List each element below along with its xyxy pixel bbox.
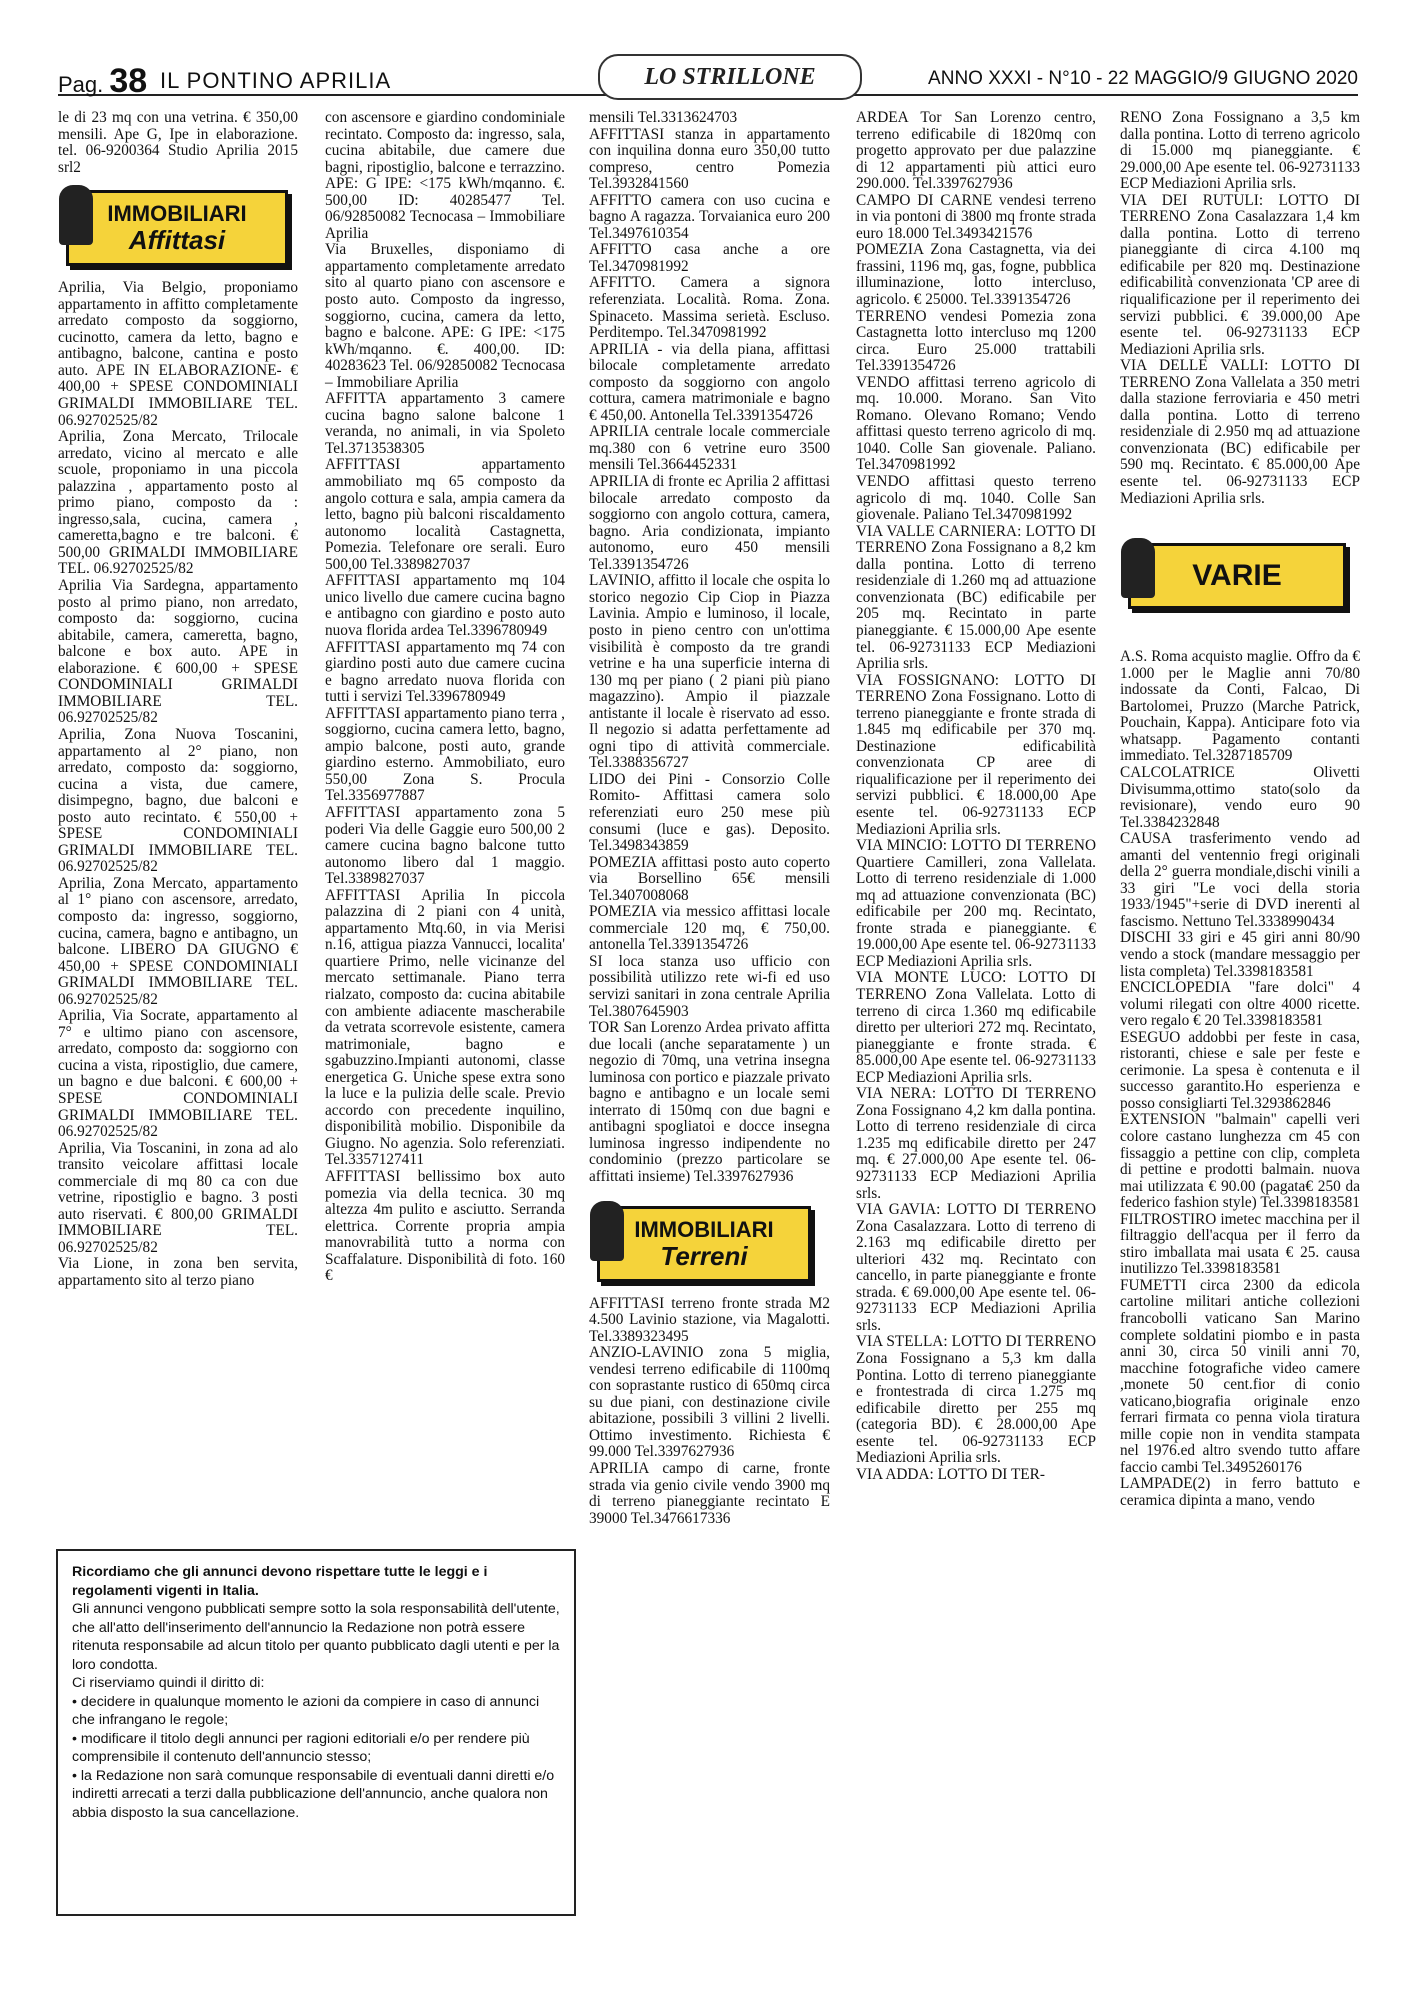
classified-ad: Via Bruxelles, disponiamo di appartamento completamente arredato sito al quarto piano con ascensore e posto auto. Composto da ingresso, soggiorno, cucina, camera da letto, bagno e balcone. APE: G IPE: <175 kWh/mqanno. €. 400,00. ID: 40283623 Tel. 06/92850082 Tecnocasa – Immobiliare Aprilia: [325, 241, 565, 391]
classified-ad: DISCHI 33 giri e 45 giri anni 80/90 vendo a stock (mandare messaggio per lista completa) Tel.3398183581: [1120, 929, 1360, 980]
disclaimer-item: • modificare il titolo degli annunci per ragioni editoriali e/o per rendere più comprensibile il contenuto dell'annuncio stesso;: [72, 1730, 530, 1765]
column-1: [58, 110, 298, 1290]
classified-ad: VIA NERA: LOTTO DI TERRENO Zona Fossignano 4,2 km dalla pontina. Lotto di terreno residenziale di circa 1.235 mq edificabile diretto per 247 mq. € 27.000,00 Ape esente tel. 06-92731133 ECP Mediazioni Aprilia srls.: [856, 1085, 1096, 1202]
classified-ad: VIA GAVIA: LOTTO DI TERRENO Zona Casalazzara. Lotto di terreno di 2.163 mq edificabile diretto per ulteriori 432 mq. Recintato con cancello, in parte pianeggiante e fronte strada. € 69.000,00 Ape esente tel. 06-92731133 ECP Mediazioni Aprilia srls.: [856, 1201, 1096, 1334]
classified-ad: VIA FOSSIGNANO: LOTTO DI TERRENO Zona Fossignano. Lotto di terreno pianeggiante e fronte strada di 1.845 mq edificabile per 370 mq. Destinazione edificabilità convenzionata CP aree di riqualificazione per il reperimento dei servizi pubblici. € 18.000,00 Ape esente tel. 06-92731133 ECP Mediazioni Aprilia srls.: [856, 671, 1096, 838]
ad-list: [1120, 110, 1360, 507]
classified-ad: le di 23 mq con una vetrina. € 350,00 mensili. Ape G, Ipe in elaborazione. tel. 06-9200364 Studio Aprilia 2015 srl2: [58, 109, 298, 176]
ad-list: [1120, 649, 1360, 1509]
classified-ad: ANZIO-LAVINIO zona 5 miglia, vendesi terreno edificabile di 1100mq con soprastante rustico di 650mq circa su due piani, con destinazione civile abitazione, possibili 3 villini 2 livelli. Ottimo investimento. Richiesta € 99.000 Tel.3397627936: [589, 1344, 830, 1461]
classified-ad: ARDEA Tor San Lorenzo centro, terreno edificabile di 1820mq con progetto approvato per due palazzine di 12 appartamenti più attici euro 290.000. Tel.3397627936: [856, 109, 1096, 193]
classified-ad: TOR San Lorenzo Ardea privato affitta due locali (anche separatamente ) un negozio di 70mq, una vetrina insegna luminosa con portico e piazzale privato bagno e antibagno e un locale semi interrato di 150mq con due bagni e antibagni spogliatoi e docce insegna luminosa ingresso indipendente no condominio (prezzo particolare se affittati insieme) Tel.3397627936: [589, 1019, 830, 1185]
disclaimer-text: Ci riserviamo quindi il diritto di:: [72, 1675, 265, 1691]
classified-ad: AFFITTO camera con uso cucina e bagno A ragazza. Torvaianica euro 200 Tel.3497610354: [589, 191, 830, 242]
masthead-logo: LO STRILLONE: [598, 54, 862, 100]
classified-ad: con ascensore e giardino condominiale recintato. Composto da: ingresso, sala, cucina abitabile, due camere due bagni, ripostiglio, balcone e terrazzino. APE: G IPE: <175 kWh/mqanno. €. 500,00 ID: 40285477 Tel. 06/92850082 Tecnocasa – Immobiliare Aprilia: [325, 109, 565, 242]
classified-ad: ENCICLOPEDIA "fare dolci" 4 volumi rilegati con oltre 4000 ricette. vero regalo € 20 Tel.3398183581: [1120, 979, 1360, 1030]
classified-ad: TERRENO vendesi Pomezia zona Castagnetta lotto intercluso mq 1200 circa. Euro 25.000 trattabili Tel.3391354726: [856, 307, 1096, 375]
classified-ad: VIA MINCIO: LOTTO DI TERRENO Quartiere Camilleri, zona Vallelata. Lotto di terreno residenziale di 1.000 mq ad attuazione convenzionata (BC) edificabile per 200 mq. Recintato, fronte strada e pianeggiante. € 19.000,00 Ape esente tel. 06-92731133 ECP Mediazioni Aprilia srls.: [856, 837, 1096, 970]
column-5: [1120, 110, 1360, 1510]
ad-list: [856, 110, 1096, 1483]
classified-ad: CAMPO DI CARNE vendesi terreno in via pontoni di 3800 mq fronte strada euro 18.000 Tel.3493421576: [856, 191, 1096, 242]
classified-ad: AFFITTO. Camera a signora referenziata. Località. Roma. Zona. Spinaceto. Massima serietà. Escluso. Perditempo. Tel.3470981992: [589, 274, 830, 342]
classified-ad: AFFITTASI appartamento zona 5 poderi Via delle Gaggie euro 500,00 2 camere cucina bagno balcone tutto autonomo libero dal 1 maggio. Tel.3389827037: [325, 803, 565, 888]
classified-ad: POMEZIA Zona Castagnetta, via dei frassini, 1196 mq, gas, fogne, pubblica illuminazione, lotto intercluso, agricolo. € 25000. Tel.3391354726: [856, 241, 1096, 309]
classified-ad: A.S. Roma acquisto maglie. Offro da € 1.000 per le Maglie anni 70/80 indossate da Conti, Falcao, Di Bartolomei, Pruzzo (Marche Patrick, Pouchain, Kappa). Anticipare foto via whatsapp. Pagamento contanti immediato. Tel.3287185709: [1120, 648, 1360, 765]
section-badge-terreni: IMMOBILIARI Terreni: [597, 1206, 811, 1282]
classified-ad: mensili Tel.3313624703: [589, 109, 738, 126]
page-header: [58, 58, 1358, 100]
classified-ad: CALCOLATRICE Olivetti Divisumma,ottimo stato(solo da revisionare), vendo euro 90 Tel.3384232848: [1120, 763, 1360, 831]
classified-ad: EXTENSION "balmain" capelli veri colore castano lunghezza cm 45 con fissaggio a pettine con clip, completa di pettine e prodotti balmain. nuova mai utilizzata € 90.00 (pagata€ 250 da federico fashion style) Tel.3398183581: [1120, 1111, 1360, 1212]
classified-ad: LAMPADE(2) in ferro battuto e ceramica dipinta a mano, vendo: [1120, 1475, 1360, 1510]
classified-ad: AFFITTA appartamento 3 camere cucina bagno salone balcone 1 veranda, no animali, in via Spoleto Tel.3713538305: [325, 390, 565, 457]
classified-ad: LAVINIO, affitto il locale che ospita lo storico negozio Cip Ciop in Piazza Lavinia. Ampio e luminoso, il locale, posto in pieno centro con un'ottima visibilità è composto da tre grandi vetrine e ha una superficie interna di 130 mq per piano ( 2 piani più piano magazzino). Ampio il piazzale antistante il locale è riservato ad esso. Il negozio si adatta perfettamente ad ogni tipo di attività commerciale. Tel.3388356727: [589, 572, 830, 772]
classified-ad: RENO Zona Fossignano a 3,5 km dalla pontina. Lotto di terreno agricolo di 15.000 mq pianeggiante. € 29.000,00 Ape esente tel. 06-92731133 ECP Mediazioni Aprilia srls.: [1120, 109, 1360, 193]
classified-ad: AFFITTASI appartamento mq 104 unico livello due camere cucina bagno e antibagno con giardino e posto auto nuova florida ardea Tel.3396780949: [325, 572, 565, 639]
classified-ad: APRILIA campo di carne, fronte strada via genio civile vendo 3900 mq di terreno pianeggiante recintato E 39000 Tel.3476617336: [589, 1460, 830, 1527]
ad-list: [58, 280, 298, 1289]
disclaimer-item: • la Redazione non sarà comunque responsabile di eventuali danni diretti e/o indiretti arrecati a terzi dalla pubblicazione dell'annuncio, anche qualora non abbia disposto la sua cancellazione.: [72, 1767, 555, 1821]
page-number: Pag. 38: [58, 62, 148, 100]
classified-ad: VENDO affittasi terreno agricolo di mq. 10.000. Morano. San Vito Romano. Olevano Romano; Vendo affittasi questo terreno agricolo di mq. 1040. Colle San giovenale. Paliano. Tel.3470981992: [856, 373, 1096, 474]
disclaimer-text: Gli annunci vengono pubblicati sempre sotto la sola responsabilità dell'utente, che all'atto dell'inserimento dell'annuncio la Redazione non potrà essere ritenuta responsabile ad alcun titolo per quanto pubblicato dagli utenti e per la loro condotta.: [72, 1601, 560, 1673]
classified-ad: AFFITTASI bellissimo box auto pomezia via della tecnica. 30 mq altezza 4m pulito e asciutto. Serranda elettrica. Corrente propria ampia manovrabilità tutto a norma con Scaffalature. Disponibilità di foto. 160 €: [325, 1168, 565, 1285]
section-badge-affittasi: IMMOBILIARI Affittasi: [66, 190, 288, 266]
classified-ad: APRILIA centrale locale commerciale mq.380 con 6 vetrine euro 3500 mensili Tel.3664452331: [589, 423, 830, 474]
classified-ad: VIA ADDA: LOTTO DI TER-: [856, 1465, 1045, 1483]
section-badge-varie: VARIE: [1128, 543, 1346, 609]
classified-ad: Aprilia, Zona Mercato, appartamento al 1° piano con ascensore, arredato, composto da: ingresso, soggiorno, cucina, camera, bagno e antibagno, un balcone. LIBERO DA GIUGNO € 450,00 + SPESE CONDOMINIALI GRIMALDI IMMOBILIARE TEL. 06.92702525/82: [58, 874, 298, 1008]
publication-name: IL PONTINO APRILIA: [160, 68, 392, 93]
disclaimer-list: [72, 1693, 560, 1823]
classified-ad: POMEZIA affittasi posto auto coperto via Borsellino 65€ mensili Tel.3407008068: [589, 853, 830, 904]
mascot-icon: [590, 1201, 624, 1261]
ad-list: [589, 110, 830, 1186]
classified-ad: AFFITTASI appartamento mq 74 con giardino posti auto due camere cucina e bagno arredato nuova florida con tutti i servizi Tel.3396780949: [325, 638, 565, 706]
issue-info: ANNO XXXI - N°10 - 22 MAGGIO/9 GIUGNO 2020: [928, 68, 1358, 89]
classified-ad: APRILIA di fronte ec Aprilia 2 affittasi bilocale arredato composto da soggiorno con angolo cottura, camera, bagno. Aria condizionata, impianto autonomo, euro 450 mensili Tel.3391354726: [589, 473, 831, 573]
classified-ad: SI loca stanza uso ufficio con possibilità utilizzo rete wi-fi ed uso servizi sanitari in zona centrale Aprilia Tel.3807645903: [589, 952, 830, 1020]
classified-ad: VIA DELLE VALLI: LOTTO DI TERRENO Zona Vallelata a 350 metri dalla stazione ferroviaria e 450 metri dalla pontina. Lotto di terreno residenziale di 2.950 mq ad attuazione convenzionata (BC) edificabile per 590 mq. Recintato. € 85.000,00 Ape esente tel. 06-92731133 ECP Mediazioni Aprilia srls.: [1120, 357, 1360, 507]
disclaimer-box: [56, 1549, 576, 1916]
classified-ad: LIDO dei Pini - Consorzio Colle Romito- Affittasi camera solo referenziati euro 250 mese più consumi (luce e gas). Deposito. Tel.3498343859: [589, 770, 830, 855]
classified-ad: AFFITTASI Aprilia In piccola palazzina di 2 piani con 4 unità, appartamento Mtq.60, in via Merisi n.16, attigua piazza Vannucci, localita' quartiere Primo, nelle vicinanze del mercato settimanale. Piano terra rialzato, composto da: cucina abitabile con ambiente adiacente mascherabile da vetrata scorrevole esistente, camera matrimoniale, bagno e sgabuzzino.Impianti autonomi, classe energetica G. Uniche spese extra sono la luce e la pulizia delle scale. Previo accordo con precedente inquilino, disponibilità mobilio. Disponibile da Giugno. No agenzia. Solo referenziati. Tel.3357127411: [325, 886, 565, 1169]
classified-ad: CAUSA trasferimento vendo ad amanti del ventennio fregi originali della 2° guerra mondiale,dischi vinili a 33 giri "Le voci della storia 1933/1945"+serie di DVD inerenti al fascismo. Nettuno Tel.3338990434: [1120, 830, 1360, 930]
mascot-icon: [59, 185, 93, 245]
classified-ad: Aprilia, Via Toscanini, in zona ad alo transito veicolare affittasi locale commerciale di mq 80 ca con due vetrine, ripostiglio e bagno. 3 posti auto riservati. € 800,00 GRIMALDI IMMOBILIARE TEL. 06.92702525/82: [58, 1139, 298, 1256]
classified-ad: POMEZIA via messico affittasi locale commerciale 120 mq, € 750,00. antonella Tel.3391354726: [589, 903, 830, 954]
disclaimer-title: Ricordiamo che gli annunci devono rispettare tutte le leggi e i regolamenti vigenti in Italia.: [72, 1564, 488, 1599]
disclaimer-item: • decidere in qualunque momento le azioni da compiere in caso di annunci che infrangano le regole;: [72, 1693, 540, 1728]
classified-ad: Via Lione, in zona ben servita, appartamento sito al terzo piano: [58, 1255, 298, 1289]
column-4: [856, 110, 1096, 1483]
classified-ad: FUMETTI circa 2300 da edicola cartoline militari antiche collezioni francobolli vaticano San Marino complete soldatini piombo e in pasta anni 30, circa 50 vinili anni 70, macchine fotografiche video camere ,monete 50 cent.fior di conio vaticano,biografia originale enzo ferrari firmata co penna viola tiratura mille copie non in vendita stampata nel 1976.ed altro svendo tutto affare faccio cambi Tel.3495260176: [1120, 1276, 1360, 1476]
classified-ad: Aprilia, Via Socrate, appartamento al 7° e ultimo piano con ascensore, arredato, composto da: soggiorno con cucina a vista, ripostiglio, due camere, un bagno e due balconi. € 600,00 + SPESE CONDOMINIALI GRIMALDI IMMOBILIARE TEL. 06.92702525/82: [58, 1007, 298, 1141]
column-2: [325, 110, 565, 1285]
classified-ad: APRILIA - via della piana, affittasi bilocale completamente arredato composto da soggiorno con angolo cottura, camera matrimoniale e bagno € 450,00. Antonella Tel.3391354726: [589, 340, 830, 424]
classified-ad: AFFITTASI appartamento piano terra , soggiorno, cucina camera letto, bagno, ampio balcone, posti auto, grande giardino esterno. Ammobiliato, euro 550,00 Zona S. Procula Tel.3356977887: [325, 704, 565, 805]
classified-ad: Aprilia, Via Belgio, proponiamo appartamento in affitto completamente arredato composto da soggiorno, cucinotto, camera da letto, bagno e antibagno, balcone, cantina e posto auto. APE IN ELABORAZIONE- € 400,00 + SPESE CONDOMINIALI GRIMALDI IMMOBILIARE TEL. 06.92702525/82: [58, 279, 298, 429]
classified-ad: VENDO affittasi questo terreno agricolo di mq. 1040. Colle San giovenale. Paliano Tel.3470981992: [856, 473, 1096, 524]
classified-ad: VIA STELLA: LOTTO DI TERRENO Zona Fossignano a 5,3 km dalla Pontina. Lotto di terreno pianeggiante e frontestrada di circa 1.275 mq edificabile diretto per 255 mq (categoria BD). € 28.000,00 Ape esente tel. 06-92731133 ECP Mediazioni Aprilia srls.: [856, 1333, 1096, 1467]
ad-list: [589, 1296, 830, 1528]
classified-ad: ESEGUO addobbi per feste in casa, ristoranti, chiese e sale per feste e cerimonie. La spesa è contenuta e il successo garantito.Ho esperienza e posso consigliarti Tel.3293862846: [1120, 1028, 1360, 1112]
classified-ad: VIA VALLE CARNIERA: LOTTO DI TERRENO Zona Fossignano a 8,2 km dalla pontina. Lotto di terreno residenziale di 1.260 mq ad attuazione convenzionata (BC) edificabile per 205 mq. Recintato in parte pianeggiante. € 15.000,00 Ape esente tel. 06-92731133 ECP Mediazioni Aprilia srls.: [856, 522, 1096, 673]
classified-ad: AFFITTASI stanza in appartamento con inquilina donna euro 350,00 tutto compreso, centro Pomezia Tel.3932841560: [589, 125, 830, 193]
classified-ad: FILTROSTIRO imetec macchina per il filtraggio dell'acqua per il ferro da stiro imballata mai usata € 25. causa inutilizzo Tel.3398183581: [1120, 1210, 1360, 1278]
classified-ad: AFFITTO casa anche a ore Tel.3470981992: [589, 241, 830, 275]
mascot-icon: [1121, 538, 1155, 598]
classified-ad: AFFITTASI terreno fronte strada M2 4.500 Lavinio stazione, via Magalotti. Tel.3389323495: [589, 1294, 830, 1345]
classified-ad: Aprilia, Zona Mercato, Trilocale arredato, vicino al mercato e alle scuole, proponiamo in una piccola palazzina , appartamento posto al primo piano, composto da : ingresso,sala, cucina, camera , cameretta,bagno e tre balconi. € 500,00 GRIMALDI IMMOBILIARE TEL. 06.92702525/82: [58, 428, 298, 578]
column-3: [589, 110, 830, 1527]
classified-ad: VIA MONTE LUCO: LOTTO DI TERRENO Zona Vallelata. Lotto di terreno di circa 1.360 mq edificabile diretto per ulteriori 272 mq. Recintato, pianeggiante e fronte strada. € 85.000,00 Ape esente tel. 06-92731133 ECP Mediazioni Aprilia srls.: [856, 969, 1096, 1086]
classified-ad: VIA DEI RUTULI: LOTTO DI TERRENO Zona Casalazzara 1,4 km dalla pontina. Lotto di terreno pianeggiante di circa 4.100 mq edificabile per 820 mq. Destinazione edificabilità convenzionata 'CP aree di riqualificazione per il reperimento dei servizi pubblici. € 39.000,00 Ape esente tel. 06-92731133 ECP Mediazioni Aprilia srls.: [1120, 191, 1360, 358]
classified-ad: Aprilia Via Sardegna, appartamento posto al primo piano, non arredato, composto da: soggiorno, cucina abitabile, camera, cameretta, bagno, balcone e box auto. APE in elaborazione. € 600,00 + SPESE CONDOMINIALI GRIMALDI IMMOBILIARE TEL. 06.92702525/82: [58, 577, 298, 727]
classified-ad: AFFITTASI appartamento ammobiliato mq 65 composto da angolo cottura e sala, ampia camera da letto, bagno più balconi riscaldamento autonomo località Castagnetta, Pomezia. Telefonare ore serali. Euro 500,00 Tel.3389827037: [325, 456, 565, 573]
classified-ad: Aprilia, Zona Nuova Toscanini, appartamento al 2° piano, non arredato, composto da: soggiorno, cucina a vista, due camere, disimpegno, bagno, due balconi e posto auto recintato. € 550,00 + SPESE CONDOMINIALI GRIMALDI IMMOBILIARE TEL. 06.92702525/82: [58, 725, 298, 876]
ad-list: [325, 110, 565, 1285]
